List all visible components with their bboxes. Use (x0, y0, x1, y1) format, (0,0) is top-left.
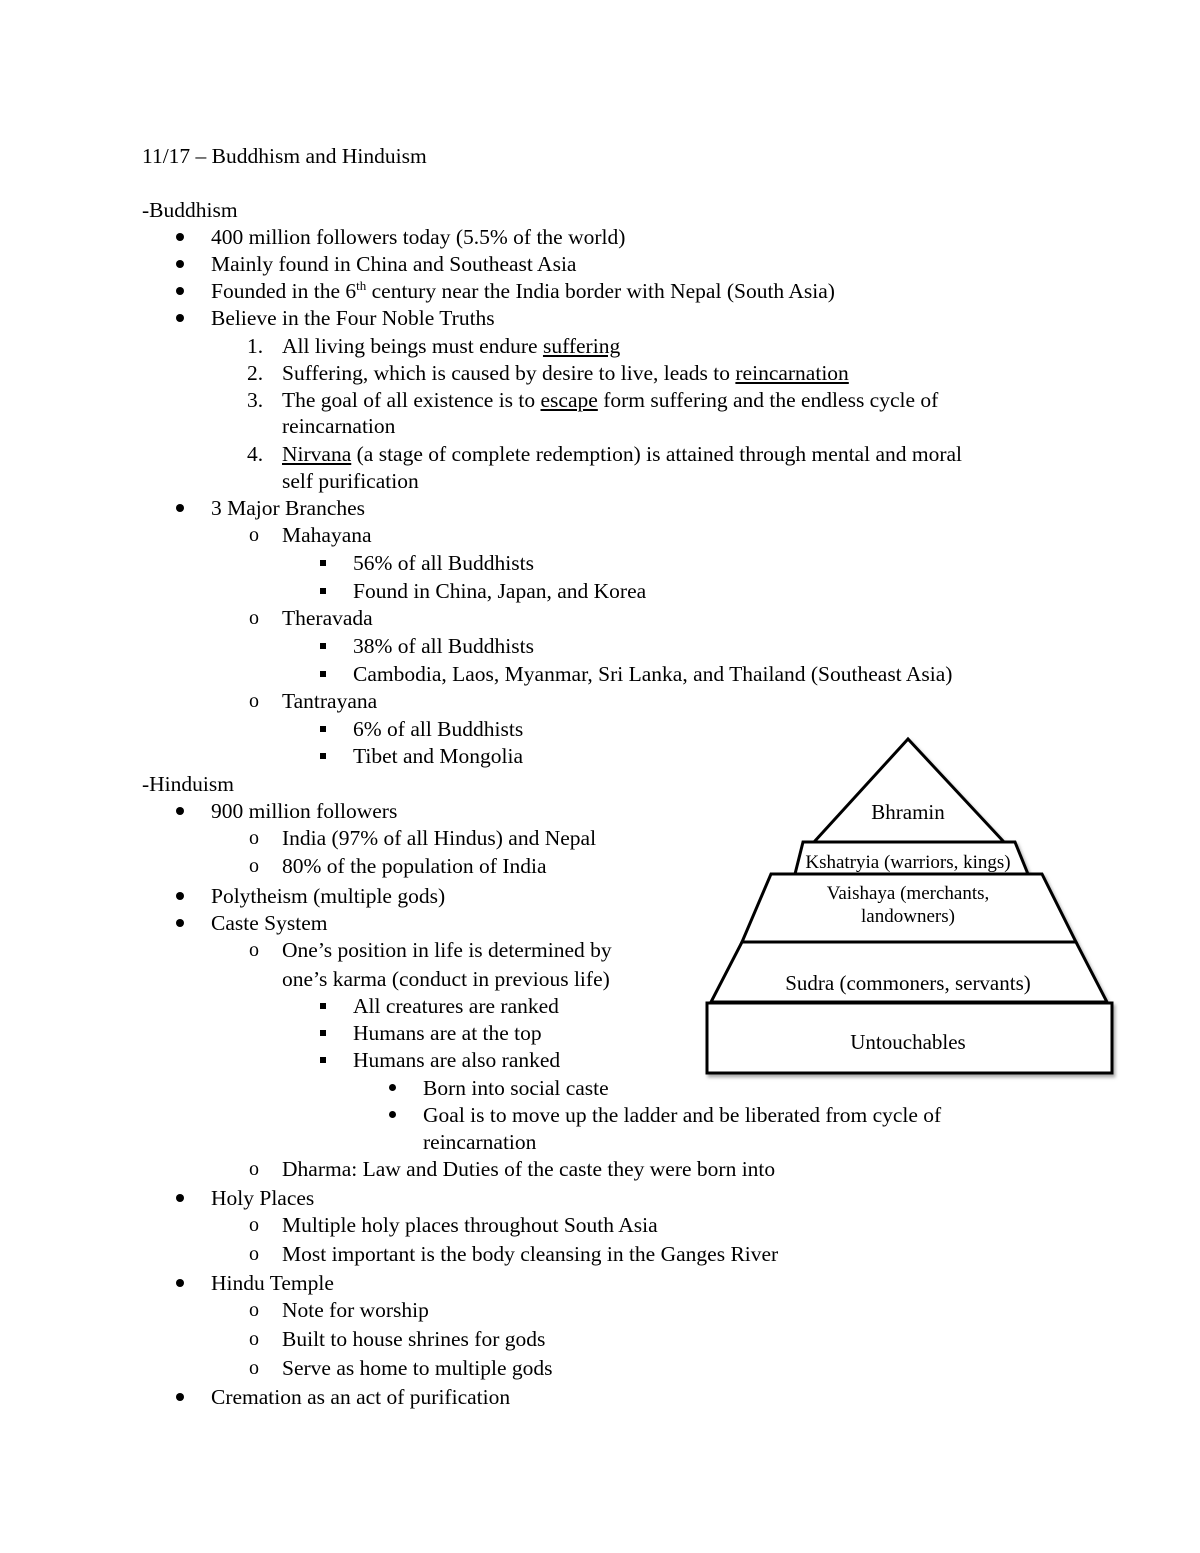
bullet-icon (389, 1111, 396, 1118)
hinduism-heading: -Hinduism (142, 772, 234, 796)
square-bullet-icon (320, 753, 326, 759)
caste-humans-ranked: Humans are also ranked (353, 1048, 561, 1072)
circle-bullet-icon: o (249, 827, 259, 849)
bullet-icon (176, 1194, 184, 1202)
truth-3-cont: reincarnation (282, 414, 396, 438)
tier-label-vaishaya-cont: landowners) (861, 906, 955, 927)
tantrayana-share: 6% of all Buddhists (353, 717, 524, 741)
square-bullet-icon (320, 1003, 326, 1009)
theravada-places: Cambodia, Laos, Myanmar, Sri Lanka, and Thailand (Southeast Asia) (353, 662, 953, 686)
caste-pyramid-diagram (700, 735, 1120, 1085)
hinduism-followers: 900 million followers (211, 799, 398, 823)
branch-theravada: Theravada (282, 606, 373, 630)
square-bullet-icon (320, 1030, 326, 1036)
caste-humans-top: Humans are at the top (353, 1021, 542, 1045)
circle-bullet-icon: o (249, 1243, 259, 1265)
tier-label-bhramin: Bhramin (871, 800, 945, 824)
holy-multiple: Multiple holy places throughout South Asia (282, 1213, 658, 1237)
bullet-icon (176, 1279, 184, 1287)
hinduism-holy-places: Holy Places (211, 1186, 315, 1210)
caste-ranked: All creatures are ranked (353, 994, 559, 1018)
truth-4: Nirvana (a stage of complete redemption) is attained through mental and moral (282, 442, 963, 466)
circle-bullet-icon: o (249, 1158, 259, 1180)
buddhism-followers: 400 million followers today (5.5% of the world) (211, 225, 626, 249)
list-number: 3. (247, 388, 264, 412)
hinduism-cremation: Cremation as an act of purification (211, 1385, 511, 1409)
circle-bullet-icon: o (249, 524, 259, 546)
buddhism-founded: Founded in the 6th century near the India border with Nepal (South Asia) (211, 277, 835, 303)
bullet-icon (176, 260, 184, 268)
theravada-share: 38% of all Buddhists (353, 634, 534, 658)
hinduism-india-share: 80% of the population of India (282, 854, 547, 878)
temple-home: Serve as home to multiple gods (282, 1356, 553, 1380)
caste-born: Born into social caste (423, 1076, 609, 1100)
temple-worship: Note for worship (282, 1298, 429, 1322)
caste-dharma: Dharma: Law and Duties of the caste they were born into (282, 1157, 776, 1181)
square-bullet-icon (320, 588, 326, 594)
buddhism-branches: 3 Major Branches (211, 496, 366, 520)
mahayana-places: Found in China, Japan, and Korea (353, 579, 647, 603)
square-bullet-icon (320, 1057, 326, 1063)
branch-mahayana: Mahayana (282, 523, 372, 547)
bullet-icon (176, 314, 184, 322)
bullet-icon (176, 807, 184, 815)
pyramid-tier-bhramin (814, 739, 1004, 842)
circle-bullet-icon: o (249, 607, 259, 629)
hinduism-polytheism: Polytheism (multiple gods) (211, 884, 446, 908)
circle-bullet-icon: o (249, 1357, 259, 1379)
truth-4-cont: self purification (282, 469, 419, 493)
list-number: 2. (247, 361, 264, 385)
truth-1: All living beings must endure suffering (282, 334, 621, 358)
bullet-icon (176, 233, 184, 241)
caste-position-cont: one’s karma (conduct in previous life) (282, 967, 610, 991)
list-number: 1. (247, 334, 264, 358)
hinduism-caste: Caste System (211, 911, 328, 935)
caste-goal: Goal is to move up the ladder and be liberated from cycle of (423, 1103, 942, 1127)
circle-bullet-icon: o (249, 1299, 259, 1321)
square-bullet-icon (320, 671, 326, 677)
circle-bullet-icon: o (249, 690, 259, 712)
hinduism-india: India (97% of all Hindus) and Nepal (282, 826, 597, 850)
buddhism-truths-heading: Believe in the Four Noble Truths (211, 306, 495, 330)
truth-3: The goal of all existence is to escape form suffering and the endless cycle of (282, 388, 939, 412)
truth-2: Suffering, which is caused by desire to live, leads to reincarnation (282, 361, 849, 385)
page-title: 11/17 – Buddhism and Hinduism (142, 144, 427, 168)
circle-bullet-icon: o (249, 1328, 259, 1350)
list-number: 4. (247, 442, 264, 466)
branch-tantrayana: Tantrayana (282, 689, 378, 713)
bullet-icon (176, 504, 184, 512)
hinduism-temple: Hindu Temple (211, 1271, 334, 1295)
bullet-icon (176, 919, 184, 927)
circle-bullet-icon: o (249, 855, 259, 877)
tier-label-sudra: Sudra (commoners, servants) (785, 971, 1031, 995)
caste-goal-cont: reincarnation (423, 1130, 537, 1154)
caste-position: One’s position in life is determined by (282, 938, 612, 962)
tier-label-kshatryia: Kshatryia (warriors, kings) (805, 852, 1011, 873)
mahayana-share: 56% of all Buddhists (353, 551, 534, 575)
tier-label-untouchables: Untouchables (850, 1030, 966, 1054)
bullet-icon (176, 1393, 184, 1401)
bullet-icon (389, 1084, 396, 1091)
buddhism-heading: -Buddhism (142, 198, 238, 222)
tantrayana-places: Tibet and Mongolia (353, 744, 524, 768)
temple-shrines: Built to house shrines for gods (282, 1327, 546, 1351)
tier-label-vaishaya: Vaishaya (merchants, (826, 883, 990, 904)
circle-bullet-icon: o (249, 1214, 259, 1236)
buddhism-location: Mainly found in China and Southeast Asia (211, 252, 577, 276)
square-bullet-icon (320, 726, 326, 732)
bullet-icon (176, 287, 184, 295)
bullet-icon (176, 892, 184, 900)
holy-ganges: Most important is the body cleansing in the Ganges River (282, 1242, 779, 1266)
square-bullet-icon (320, 643, 326, 649)
circle-bullet-icon: o (249, 939, 259, 961)
square-bullet-icon (320, 560, 326, 566)
